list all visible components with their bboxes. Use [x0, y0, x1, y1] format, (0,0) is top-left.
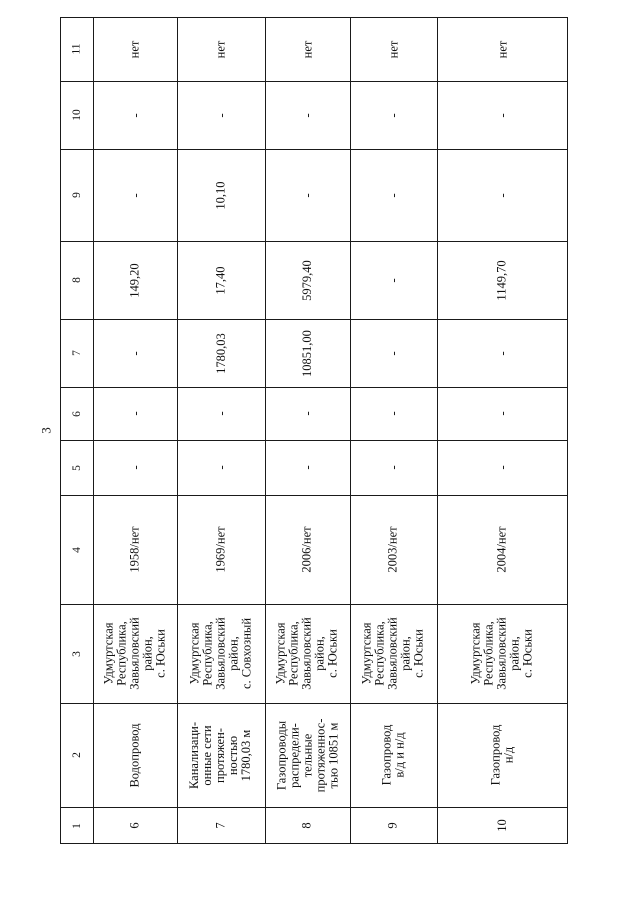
table-cell-text: Удмуртская Республика, Завьяловский район, с. Юськи [101, 617, 168, 690]
table-cell-text: - [213, 411, 229, 416]
table-cell [177, 604, 265, 703]
table-cell-text: - [300, 192, 315, 198]
column-header-4 [60, 495, 93, 604]
table-cell [437, 703, 568, 807]
table-cell-text: нет [494, 40, 509, 58]
column-header-4-text: 4 [70, 546, 83, 553]
table-cell [177, 149, 265, 241]
table-cell [93, 604, 177, 703]
table-cell [177, 319, 265, 387]
table-cell [350, 387, 437, 440]
table-cell [177, 81, 265, 149]
table-cell [350, 17, 437, 81]
column-header-11-text: 11 [70, 43, 83, 55]
table-cell [437, 604, 568, 703]
table-cell [93, 149, 177, 241]
table-cell [265, 440, 350, 495]
table-cell-text: Удмуртская Республика, Завьяловский район, с. Юськи [273, 617, 340, 690]
table-cell [177, 807, 265, 844]
table-cell [437, 807, 568, 844]
table-cell-text: Канализаци- онные сети протяжен- ностью 1780,03 м [187, 721, 254, 789]
table-cell [265, 241, 350, 319]
table-cell-text: нет [127, 40, 142, 58]
table-cell [350, 319, 437, 387]
table-cell-text: 6 [127, 822, 142, 829]
table-cell [350, 703, 437, 807]
table-cell-text: 9 [386, 822, 400, 829]
table-cell-text: 2003/нет [386, 526, 400, 573]
column-header-8-text: 8 [70, 277, 83, 283]
table-cell [93, 387, 177, 440]
table-cell-text: - [386, 411, 401, 416]
table-cell-text: - [300, 112, 315, 118]
table-cell-text: 2006/нет [300, 526, 314, 573]
table-cell [350, 604, 437, 703]
table-cell-text: 10 [495, 819, 509, 832]
table-cell [437, 319, 568, 387]
table-cell [177, 17, 265, 81]
table-cell [265, 703, 350, 807]
table-cell [93, 807, 177, 844]
table-cell [93, 319, 177, 387]
table-cell-text: - [213, 465, 229, 470]
table-cell [265, 319, 350, 387]
table-cell [350, 241, 437, 319]
table-cell [265, 81, 350, 149]
table-cell-text: - [495, 350, 510, 356]
table-cell-text: - [213, 112, 229, 118]
table-cell [93, 81, 177, 149]
table-cell-text: - [127, 350, 143, 356]
table-cell [177, 495, 265, 604]
table-cell [437, 495, 568, 604]
table-cell-text: - [495, 465, 510, 470]
table-cell-text: 17,40 [213, 265, 228, 295]
table-cell [93, 495, 177, 604]
table-cell-text: - [127, 411, 143, 416]
column-header-2 [60, 703, 93, 807]
column-header-2-text: 2 [70, 752, 83, 758]
table-cell [265, 149, 350, 241]
table-cell-text: 1969/нет [213, 526, 228, 573]
table-cell-text: - [386, 350, 401, 356]
table-cell [265, 604, 350, 703]
table-cell-text: 7 [213, 822, 228, 829]
column-header-9 [60, 149, 93, 241]
table-cell [265, 387, 350, 440]
table-cell-text: 1958/нет [127, 526, 142, 573]
table-cell [265, 807, 350, 844]
column-header-5 [60, 440, 93, 495]
table-cell-text: нет [385, 40, 400, 58]
table-cell-text: Удмуртская Республика, Завьяловский район, с. Юськи [359, 617, 426, 690]
table-cell-text: Газопровод в/д и н/д [379, 724, 407, 786]
table-cell [177, 241, 265, 319]
table-cell [177, 703, 265, 807]
table-cell [177, 440, 265, 495]
table-cell [265, 17, 350, 81]
table-cell [177, 387, 265, 440]
table-cell [350, 81, 437, 149]
column-header-6-text: 6 [70, 410, 83, 417]
table-cell-text: 149,20 [127, 262, 142, 298]
table-cell-text: Удмуртская Республика, Завьяловский район, с. Совхозный [187, 617, 254, 690]
table-cell [437, 440, 568, 495]
table-cell [93, 241, 177, 319]
table-cell-text: Удмуртская Республика, Завьяловский район, с. Юськи [468, 617, 535, 690]
table-cell-text: нет [299, 40, 314, 58]
column-header-3 [60, 604, 93, 703]
table-cell-text: - [386, 465, 401, 470]
table-cell [350, 149, 437, 241]
column-header-5-text: 5 [70, 464, 83, 471]
table-cell-text: - [127, 112, 143, 118]
table-cell-text: Газопроводы распредели- тельные протяженнос- тью 10851 м [274, 718, 340, 792]
table-cell-text: 10,10 [213, 180, 228, 210]
table-cell [93, 17, 177, 81]
table-cell-text: 2004/нет [495, 526, 509, 573]
table-cell-text: - [300, 465, 315, 470]
table-cell [350, 807, 437, 844]
column-header-3-text: 3 [70, 650, 83, 657]
table-cell-text: - [300, 411, 315, 416]
table-cell [93, 703, 177, 807]
column-header-6 [60, 387, 93, 440]
table-cell-text: Водопровод [127, 722, 142, 788]
table-cell [437, 17, 568, 81]
table-cell-text: 8 [300, 822, 314, 829]
table-cell-text: Газопровод н/д [488, 724, 516, 786]
column-header-9-text: 9 [70, 192, 83, 198]
column-header-7 [60, 319, 93, 387]
table-cell-text: - [386, 192, 401, 198]
column-header-1 [60, 807, 93, 844]
column-header-11 [60, 17, 93, 81]
table-cell-text: 5979,40 [300, 259, 314, 301]
table-cell-text: - [386, 277, 401, 283]
column-header-7-text: 7 [70, 350, 83, 356]
table-cell [437, 241, 568, 319]
column-header-1-text: 1 [70, 822, 83, 829]
table-cell-text: - [386, 112, 401, 118]
table-cell-text: нет [213, 40, 228, 58]
column-header-10-text: 10 [70, 109, 83, 121]
table-cell-text: - [127, 192, 143, 198]
column-header-10 [60, 81, 93, 149]
table-cell [265, 495, 350, 604]
table-cell-text: - [495, 112, 510, 118]
table-cell-text: 10851,00 [300, 329, 314, 377]
table-cell [350, 495, 437, 604]
table-cell-text: 1780,03 [213, 332, 228, 374]
table-cell-text: - [495, 192, 510, 198]
table-cell-text: 1149,70 [494, 259, 509, 301]
data-table [60, 17, 568, 844]
table-cell [437, 149, 568, 241]
page-number: 3 [38, 427, 54, 434]
table-cell [437, 81, 568, 149]
table-cell [93, 440, 177, 495]
table-cell [437, 387, 568, 440]
table-cell-text: - [495, 411, 510, 416]
table-cell-text: - [127, 465, 143, 470]
table-cell [350, 440, 437, 495]
column-header-8 [60, 241, 93, 319]
